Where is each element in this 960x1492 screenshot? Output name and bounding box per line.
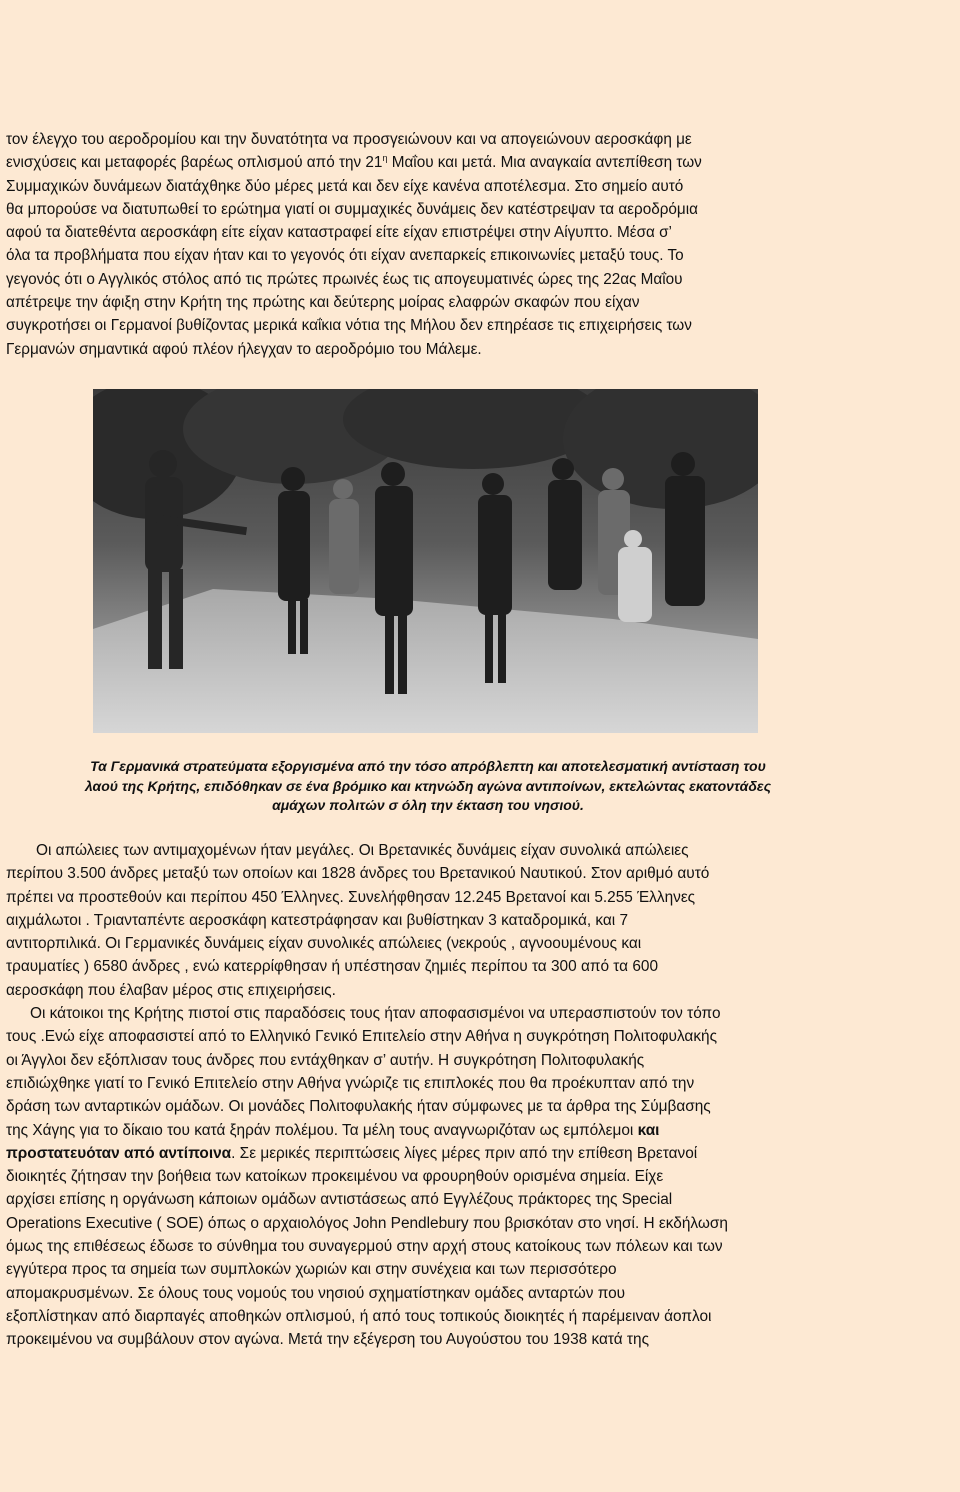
text-line: Συμμαχικών δυνάμεων διατάχθηκε δύο μέρες μετά και δεν είχε κανένα αποτέλεσμα. Στο σημείο αυτό (6, 177, 684, 195)
text-line: εξοπλίστηκαν από διαρπαγές αποθηκών οπλισμού, ή από τους τοπικούς διοικητές ή παρέμειναν άοπλοι (6, 1307, 712, 1325)
text-line: Γερμανών σημαντικά αφού πλέον ήλεγχαν το αεροδρόμιο του Μάλεμε. (6, 340, 482, 358)
text-line: εγγύτερα προς τα σημεία των συμπλοκών χωριών και στην συνέχεια και των περισσότερο (6, 1261, 617, 1279)
text-line: θα μπορούσε να διατυπωθεί το ερώτημα γιατί οι συμμαχικές δυνάμεις δεν κατέστρεψαν τα αεροδρόμια (6, 200, 698, 218)
text-line: περίπου 3.500 άνδρες μεταξύ των οποίων και 1828 άνδρες του Βρετανικού Ναυτικού. Στον αριθμό αυτό (6, 865, 710, 883)
text-line: Οι κάτοικοι της Κρήτης πιστοί στις παραδόσεις τους ήταν αποφασισμένοι να υπερασπιστούν τον τόπο (30, 1005, 721, 1023)
body-paragraph-1 (6, 128, 954, 361)
text-line: Μαΐου και μετά. Μια αναγκαία αντεπίθεση των (387, 154, 702, 172)
text-line: τους .Ενώ είχε αποφασιστεί από το Ελληνικό Γενικό Επιτελείο στην Αθήνα η συγκρότηση Πολιτοφυλακής (6, 1028, 717, 1046)
text-line: Οι απώλειες των αντιμαχομένων ήταν μεγάλες. Οι Βρετανικές δυνάμεις είχαν συνολικά απώλειες (36, 842, 689, 859)
bold-text: προστατευόταν από αντίποινα (6, 1144, 232, 1162)
text-line: τον έλεγχο του αεροδρομίου και την δυνατότητα να προσγειώνουν και να απογειώνουν αεροσκάφη με (6, 131, 692, 148)
text-line: συγκροτήσει οι Γερμανοί βυθίζοντας μερικά καΐκια νότια της Μήλου δεν επηρέασε τις επιχειρήσεις των (6, 317, 692, 335)
text-line: δράση των ανταρτικών ομάδων. Οι μονάδες Πολιτοφυλακής ήταν σύμφωνες με τα άρθρα της Σύμβασης (6, 1098, 711, 1116)
text-line: τραυματίες ) 6580 άνδρες , ενώ κατερρίφθησαν ή υπέστησαν ζημιές περίπου τα 300 από τα 600 (6, 958, 659, 976)
text-line: αιχμάλωτοι . Τριανταπέντε αεροσκάφη κατεστράφησαν και βυθίστηκαν 3 καταδρομικά, και 7 (6, 911, 629, 929)
text-line: διοικητές ζήτησαν την βοήθεια των κατοίκων προκειμένου να φρουρηθούν ορισμένα σημεία. Είχε (6, 1168, 664, 1186)
text-line: γεγονός ότι ο Αγγλικός στόλος από τις πρώτες πρωινές έως τις απογευματινές ώρες της 22ας Μαΐου (6, 270, 683, 288)
text-line: αντιτορπιλικά. Οι Γερμανικές δυνάμεις είχαν συνολικές απώλειες (νεκρούς , αγνοουμένους και (6, 935, 642, 953)
text-line: αρχίσει επίσης η οργάνωση κάποιων ομάδων αντιστάσεως από Εγγλέζους πράκτορες της Special (6, 1191, 673, 1209)
text-line: . Σε μερικές περιπτώσεις λίγες μέρες πριν από την επίθεση Βρετανοί (231, 1144, 698, 1162)
caption-line: αμάχων πολιτών σ όλη την έκταση του νησιού. (272, 797, 584, 813)
superscript: η (382, 153, 388, 164)
text-line: απομακρυσμένων. Σε όλους τους νομούς του νησιού σχηματίστηκαν ομάδες ανταρτών που (6, 1284, 626, 1302)
text-line: αφού τα διατεθέντα αεροσκάφη είτε είχαν καταστραφεί είτε είχαν επιστρέψει στην Αίγυπτο. Μέσα σ’ (6, 224, 672, 242)
bold-text: και (637, 1121, 660, 1139)
text-line: Operations Executive ( SOE) όπως ο αρχαιολόγος John Pendlebury που βρισκόταν στο νησί. Η εκδήλωση (6, 1214, 728, 1232)
historic-photo (93, 389, 758, 733)
text-line: ενισχύσεις και μεταφορές βαρέως οπλισμού από την 21 (6, 154, 383, 172)
text-line: επιδιώχθηκε γιατί το Γενικό Επιτελείο στην Αθήνα γνώριζε τις επιπλοκές που θα προέκυπταν από την (6, 1074, 695, 1092)
text-line: της Χάγης για το δίκαιο του κατά ξηράν πολέμου. Τα μέλη τους αναγνωριζόταν ως εμπόλεμοι (6, 1121, 638, 1139)
text-line: απέτρεψε την άφιξη στην Κρήτη της πρώτης και δεύτερης μοίρας ελαφρών σκαφών που είχαν (6, 294, 640, 312)
caption-line: Τα Γερμανικά στρατεύματα εξοργισμένα από την τόσο απρόβλεπτη και αποτελεσματική αντίσταση του (90, 758, 766, 774)
text-line: πρέπει να προστεθούν και περίπου 450 Έλληνες. Συνελήφθησαν 12.245 Βρετανοί και 5.255 Έλληνες (6, 888, 696, 906)
text-line: όλα τα προβλήματα που είχαν ήταν και το γεγονός ότι είχαν ανεπαρκείς επικοινωνίες μεταξύ τους. Το (6, 247, 684, 265)
photo-caption (10, 757, 846, 816)
text-line: οι Άγγλοι δεν εξόπλισαν τους άνδρες που εντάχθηκαν σ’ αυτήν. Η συγκρότηση Πολιτοφυλακής (6, 1051, 645, 1069)
text-line: προκειμένου να συμβάλουν στον αγώνα. Μετά την εξέγερση του Αυγούστου του 1938 κατά της (6, 1331, 649, 1349)
body-paragraph-2 (6, 839, 954, 1352)
text-line: όμως της επιθέσεως έδωσε το σύνθημα του συναγερμού στην αρχή στους κατοίκους των πόλεων και των (6, 1238, 723, 1256)
caption-line: λαού της Κρήτης, επιδόθηκαν σε ένα βρόμικο και κτηνώδη αγώνα αντιποίνων, εκτελώντας εκατοντάδες (84, 777, 772, 794)
text-line: αεροσκάφη που έλαβαν μέρος στις επιχειρήσεις. (6, 981, 336, 999)
